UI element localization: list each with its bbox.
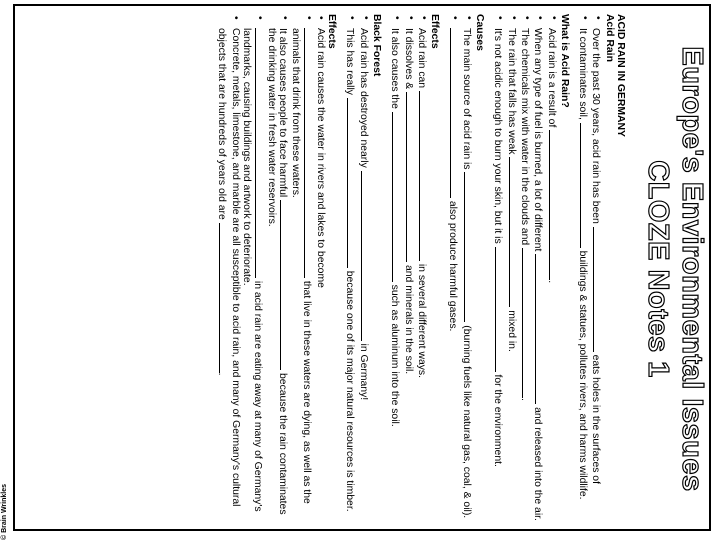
list-item: • This has really because one of its major natural resources is timber.: [344, 14, 357, 524]
section-heading-effects-2: Effects: [326, 14, 338, 49]
fill-blank[interactable]: [509, 157, 519, 307]
list-item: • The chemicals mix with water in the clouds and .: [519, 14, 532, 524]
list-item: • It contaminates soil, buildings & statues, pollutes rivers, and harms wildlife.: [577, 14, 590, 524]
what-is-list: [492, 14, 558, 524]
fill-blank[interactable]: [304, 128, 314, 278]
section-heading-black-forest: Black Forest: [370, 14, 382, 77]
list-item: • Acid rain has destroyed nearly in Germany!: [357, 14, 370, 524]
black-forest-list: [344, 14, 371, 524]
list-item: • It's not acidic enough to burn your skin, but it is for the environment.: [492, 14, 505, 524]
list-item: • Acid rain causes the water in rivers and lakes to become: [314, 14, 325, 524]
effects-list: [389, 14, 429, 524]
fill-blank[interactable]: [419, 91, 429, 261]
fill-blank[interactable]: [255, 28, 265, 128]
fill-blank[interactable]: [280, 200, 290, 370]
section-heading-what-is: What is Acid Rain?: [558, 14, 570, 108]
list-item: • Acid rain is a result of .: [545, 14, 558, 524]
list-item: • that live in these waters are dying, as well as the animals that drink from these waters.: [290, 14, 315, 524]
fill-blank[interactable]: [255, 128, 265, 278]
list-item: • When any type of fuel is burned, a lot of different and released into the air.: [532, 14, 545, 524]
fill-blank[interactable]: [593, 227, 603, 352]
fill-blank[interactable]: [392, 112, 402, 282]
fill-blank[interactable]: [219, 223, 229, 373]
section-heading-effects: Effects: [429, 14, 441, 49]
fill-blank[interactable]: [549, 130, 559, 280]
page-subtitle: CLOZE Notes 1: [642, 160, 674, 378]
list-item: • Over the past 30 years, acid rain has been eats holes in the surfaces of: [590, 14, 603, 524]
fill-blank[interactable]: [347, 98, 357, 268]
fill-blank[interactable]: [535, 254, 545, 404]
copyright-credit: © Brain Wrinkles: [1, 484, 8, 540]
list-item: • The rain that falls has weak mixed in.: [505, 14, 518, 524]
fill-blank[interactable]: [361, 171, 371, 341]
list-item: • Concrete, metals, limestone, and marble are all susceptible to acid rain, and many of Germany's cultural objects that are hundreds of years old are .: [216, 14, 241, 524]
fill-blank[interactable]: [522, 248, 532, 398]
list-item: • The main source of acid rain is (burning fuels like natural gas, coal, & oil).: [460, 14, 473, 524]
page-title: Europe's Environmental Issues: [676, 46, 708, 492]
list-item: • Acid rain can in several different ways.: [416, 14, 429, 524]
causes-list: [447, 14, 474, 524]
list-item: • It also causes the such as aluminum into the soil.: [389, 14, 402, 524]
fill-blank[interactable]: [495, 247, 505, 372]
section-heading-causes: Causes: [474, 14, 486, 51]
fill-blank[interactable]: [464, 172, 474, 322]
effects-2-list: [216, 14, 326, 524]
notes-content: [216, 14, 626, 524]
fill-blank[interactable]: [580, 123, 590, 248]
fill-blank[interactable]: [406, 92, 416, 262]
section-heading-acid-rain: Acid Rain: [603, 14, 615, 62]
list-item: • It dissolves & and minerals in the soil.: [402, 14, 415, 524]
notes-sheet: [14, 6, 714, 532]
list-item: • also produce harmful gases.: [447, 14, 460, 524]
section-heading-acid-rain-germany: ACID RAIN IN GERMANY: [615, 14, 626, 137]
fill-blank[interactable]: [450, 28, 460, 198]
fill-blank[interactable]: [304, 28, 314, 128]
list-item: • in acid rain are eating away at many of Germany's landmarks, causing buildings and artwork to deteriorate.: [241, 14, 266, 524]
acid-rain-list: [577, 14, 604, 524]
list-item: • It also causes people to face harmful because the rain contaminates the drinking water in fresh water reservoirs.: [265, 14, 290, 524]
